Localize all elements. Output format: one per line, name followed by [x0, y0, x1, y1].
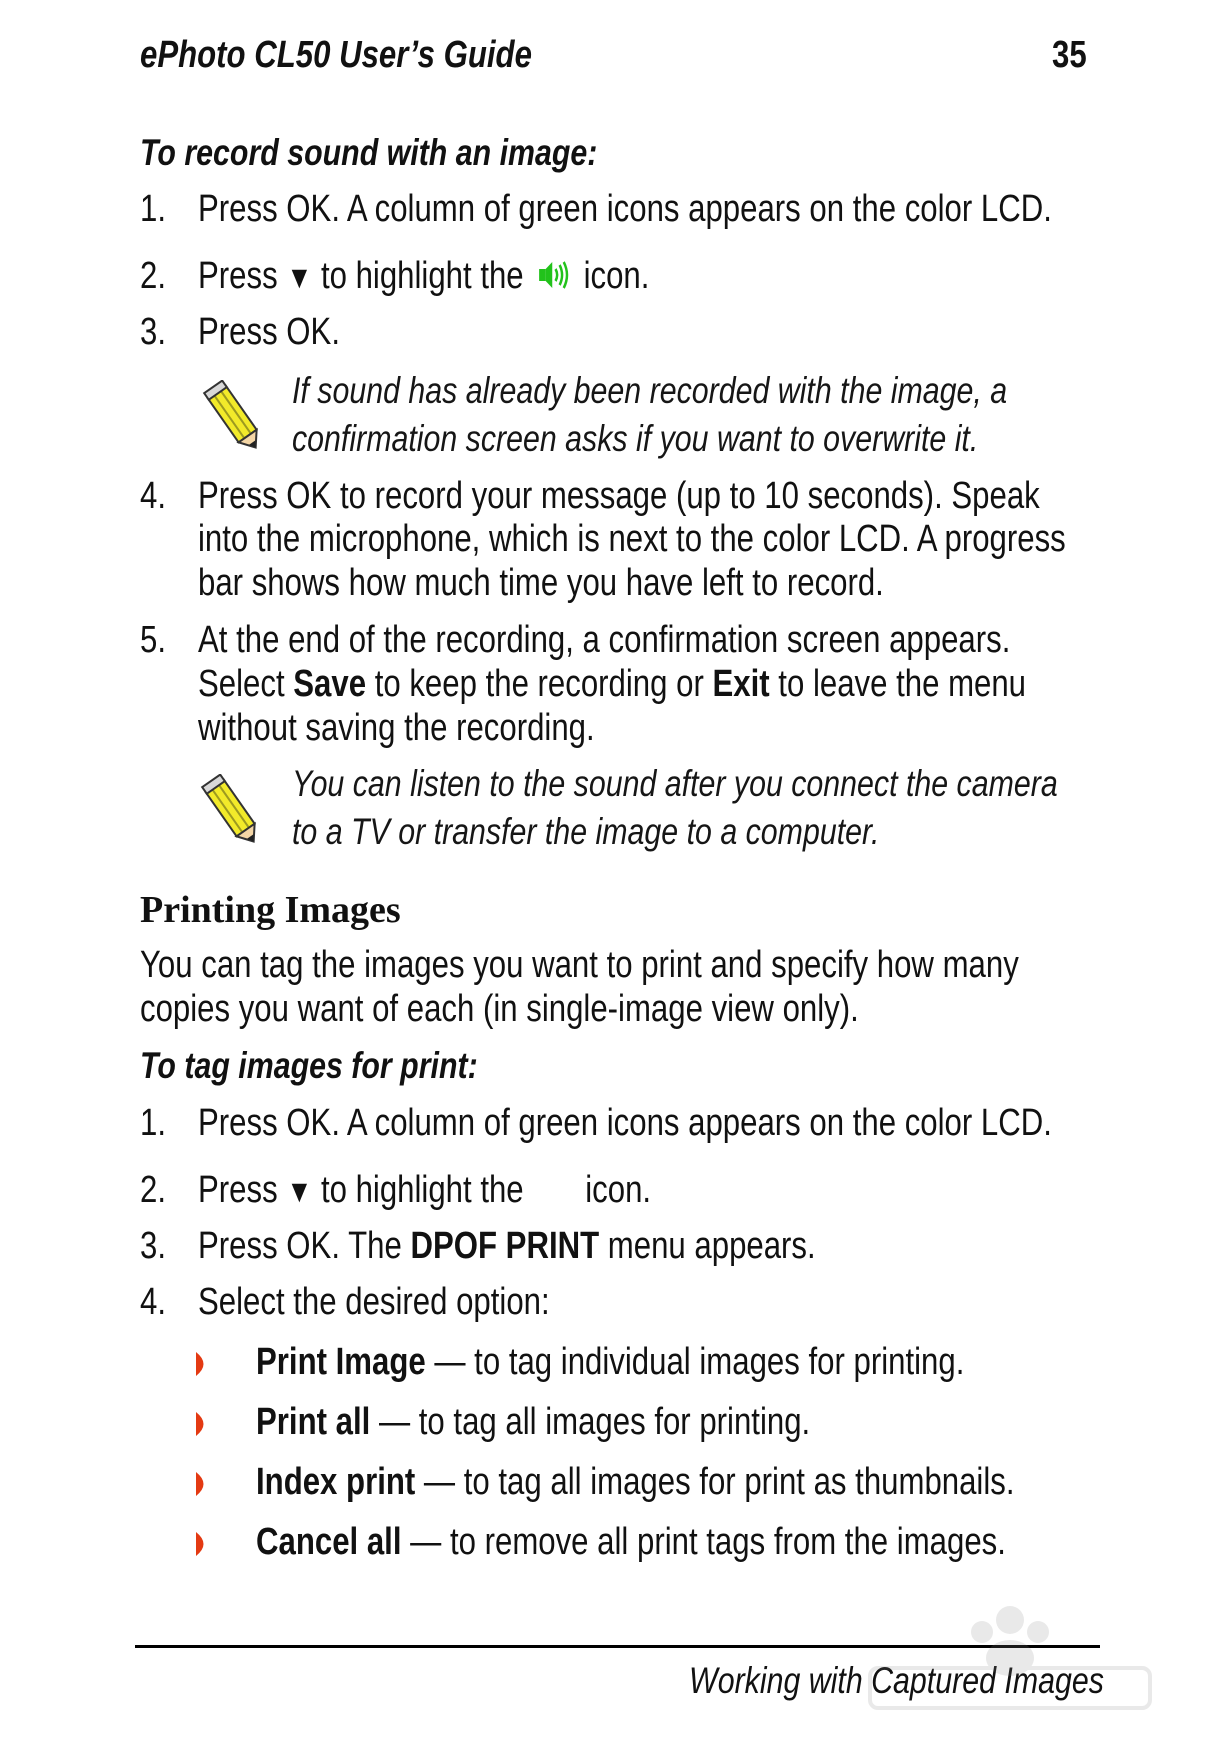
sound-icon — [537, 260, 570, 290]
print-heading: To tag images for print: — [140, 1045, 478, 1086]
record-step-4-line-3: bar shows how much time you have left to record. — [198, 562, 884, 604]
pencil-icon — [200, 380, 270, 456]
record-step-4-line-1: Press OK to record your message (up to 10 seconds). Speak — [198, 475, 1040, 517]
record-step-5-line-1: At the end of the recording, a confirmation screen appears. — [198, 619, 1011, 661]
pencil-icon — [198, 774, 268, 850]
section-title: Printing Images — [140, 889, 401, 931]
record-note-2: You can listen to the sound after you connect the camera to a TV or transfer the image to a computer. — [292, 763, 1058, 852]
down-arrow-icon: ▼ — [286, 259, 313, 295]
page-number: 35 — [1051, 34, 1087, 76]
record-step-5-line-2: Select Save to keep the recording or Exit to leave the menu — [198, 663, 1027, 705]
record-sound-heading: To record sound with an image: — [140, 132, 598, 173]
printing-intro-line-2: copies you want of each (in single-image view only). — [140, 988, 859, 1030]
exit-label: Exit — [712, 663, 770, 705]
header-title: ePhoto CL50 User’s Guide — [140, 34, 532, 76]
printing-intro-line-1: You can tag the images you want to print and specify how many — [140, 944, 1019, 986]
record-note-1: If sound has already been recorded with the image, a confirmation screen asks if you want to overwrite it. — [292, 370, 1008, 459]
record-step-4-line-2: into the microphone, which is next to the color LCD. A progress — [198, 518, 1066, 560]
save-label: Save — [293, 663, 367, 705]
baidu-watermark-icon — [860, 1580, 1160, 1730]
page: ePhoto CL50 User’s Guide 35 To record sound with an image: 1. Press OK. A column of green icons appears on the color LCD. 2. Press ▼ to highlight the icon. 3. Press OK. If sound has already been recorded with the image, a confirmation screen asks if you want to overwrite it. 4. Press OK to record your message (up to 10 seconds). Speak into the microphone, which is next to the color LCD. A progress bar shows how much time you have left to record. 5. At the end of the recording, a confirmation screen appears. Select Save to keep the recording or Exit to leave the menu without saving the recording. You can listen to the sound after you connect the camera to a TV or transfer the image to a computer. Printing Images You can tag the images you want to print and specify how many copies you want of each (in single-image view only). To tag images for print: 1. Press OK. A column of green icons appears on the color LCD. 2. Press ▼ to highlight the icon. 3. Press OK. The DPOF PRINT menu appears. 4. Select the desired option: Print Image — to tag individual images for printing. Print all — to tag all images for printing. Index print — to tag all images for print as thumbnails. Cancel all — to remove all print tags from the images. Working with Captured Images — [0, 0, 1216, 1756]
bullet-icon — [196, 1472, 211, 1496]
footer-text: Working with Captured Images — [689, 1660, 1104, 1701]
bullet-icon — [196, 1412, 211, 1436]
record-step-5-line-3: without saving the recording. — [198, 707, 595, 749]
bullet-icon — [196, 1352, 211, 1376]
down-arrow-icon: ▼ — [286, 1173, 313, 1209]
dpof-print-label: DPOF PRINT — [410, 1225, 600, 1267]
bullet-icon — [196, 1532, 211, 1556]
